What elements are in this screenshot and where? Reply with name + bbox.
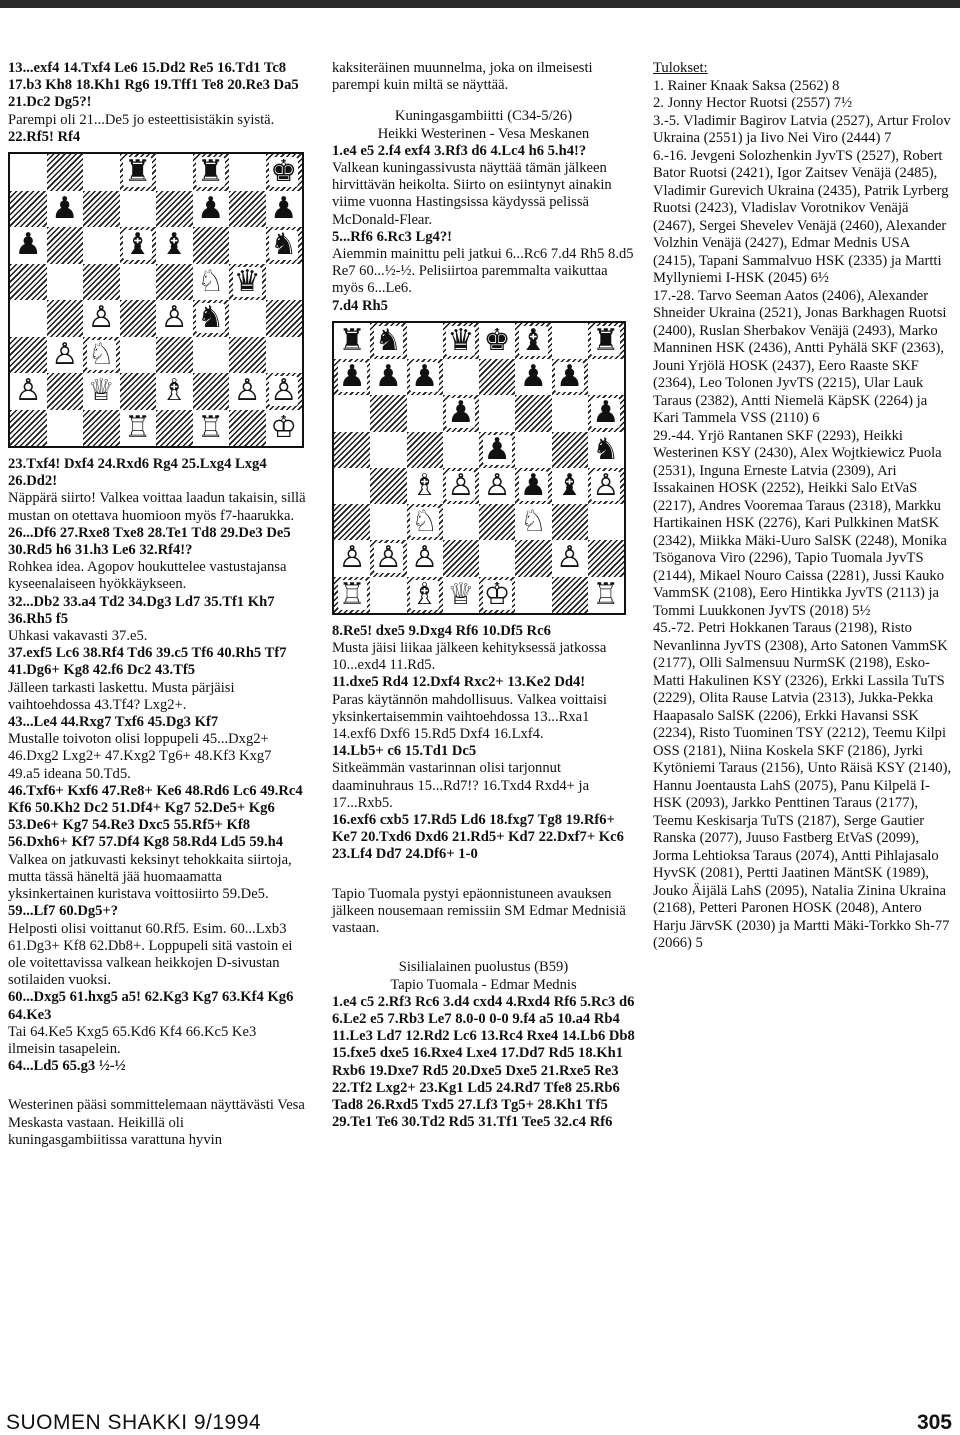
board-square (10, 264, 47, 301)
chess-piece-icon: ♖ (338, 576, 366, 612)
chess-piece-icon: ♛ (233, 263, 261, 299)
comment-text: Valkean kuningassivusta näyttää tämän jälkeen hirvittävän heikolta. Siirto on esiintynyt ainakin viime vuonna Hastingsissa käydyssä pelissä McDonald-Flear. (332, 160, 612, 228)
board-square (193, 227, 230, 264)
chess-piece-icon: ♙ (338, 540, 366, 576)
chess-piece-icon: ♖ (592, 576, 620, 612)
board-square (10, 191, 47, 228)
board-square (588, 504, 624, 540)
board-square (552, 504, 588, 540)
board-square (370, 359, 406, 395)
board-square (334, 504, 370, 540)
chess-piece-icon: ♙ (411, 540, 439, 576)
moves-text: 26...Df6 27.Rxe8 Txe8 28.Te1 Td8 29.De3 De5 30.Rd5 h6 31.h3 Le6 32.Rf4!? (8, 524, 291, 559)
comment-text: Uhkasi vakavasti 37.e5. (8, 628, 148, 645)
board-square (515, 323, 551, 359)
moves-text: 5...Rf6 6.Rc3 Lg4?! (332, 228, 452, 245)
board-square (370, 323, 406, 359)
board-square (193, 300, 230, 337)
intro-text: Tapio Tuomala pystyi epäonnistuneen avauksen jälkeen nousemaan remissiin SM Edmar Mednisiä vastaan. (332, 885, 626, 937)
moves-text: 8.Re5! dxe5 9.Dxg4 Rf6 10.Df5 Rc6 (332, 622, 551, 639)
board-square (47, 154, 84, 191)
chess-piece-icon: ♟ (14, 227, 42, 263)
board-square (47, 337, 84, 374)
moves-text: 16.exf6 cxb5 17.Rd5 Ld6 18.fxg7 Tg8 19.Rf6+ Ke7 20.Txd6 Dxd6 21.Rd5+ Kd7 22.Dxf7+ Kc6 23.Lf4 Dd7 24.Df6+ 1-0 (332, 812, 624, 863)
board-square (479, 504, 515, 540)
board-square (334, 323, 370, 359)
board-square (10, 373, 47, 410)
board-square (370, 395, 406, 431)
chess-piece-icon: ♜ (338, 322, 366, 358)
result-entry: 45.-72. Petri Hokkanen Taraus (2198), Risto Nevanlinna JyvTS (2308), Arto Satonen VammSK (2177), Olli Salmensuu NurmSK (2198), Esko-Matti Hakulinen KSY (2326), Erkki Lassila TuTS (2229), Olita Rause Latvia (2313), Jukka-Pekka Haapasalo SalSK (2206), Erkki Havansi SSK (2234), Risto Tuominen TSY (2212), Teemu Kilpi OSS (2181), Niina Koskela SKF (2186), Jyrki Kytöniemi Taraus (2156), Unto Räisä KSY (2140), Hannu Joentausta LahS (2075), Panu Kilpelä I-HSK (2093), Jarkko Penttinen Taraus (2177), Teemu Keskisarja TuTS (2187), Serge Gautier Ranska (2077), Juuso Fastberg EtVaS (2099), Jorma Lehtioksa Taraus (2074), Antti Pihlajasalo HyvSK (2081), Pertti Jaatinen MäntSK (1989), Jouko Äijälä LahS (2095), Natalia Zinina Ukraina (2168), Petteri Paronen HOSK (2048), Antero Harju JärvSK (2030) ja Martti Mäki-Torkko Sh-77 (2066) 5 (653, 620, 952, 951)
board-square (193, 373, 230, 410)
column-1 (8, 60, 306, 1149)
comment-text: Paras käytännön mahdollisuus. Valkea voittaisi yksinkertaisemmin vaihtoehdossa 13...Rxa1 14.exf6 Dxf6 15.Rd5 Dxf4 16.Lxf4. (332, 691, 607, 743)
chess-piece-icon: ♙ (270, 373, 298, 409)
board-square (443, 468, 479, 504)
board-square (229, 154, 266, 191)
board-square (515, 395, 551, 431)
board-square (156, 154, 193, 191)
board-square (266, 227, 303, 264)
board-square (370, 432, 406, 468)
moves-text: 32...Db2 33.a4 Td2 34.Dg3 Ld7 35.Tf1 Kh7 36.Rh5 f5 (8, 593, 275, 627)
chess-piece-icon: ♝ (519, 322, 547, 358)
board-square (443, 432, 479, 468)
chess-piece-icon: ♘ (87, 336, 115, 372)
comment-text: Tai 64.Ke5 Kxg5 65.Kd6 Kf4 66.Kc5 Ke3 ilmeisin tasapelein. (8, 1023, 257, 1057)
chess-piece-icon: ♝ (556, 467, 584, 503)
chess-piece-icon: ♙ (556, 540, 584, 576)
top-rule (0, 0, 960, 8)
board-square (552, 540, 588, 576)
chess-piece-icon: ♗ (160, 373, 188, 409)
chess-piece-icon: ♟ (592, 395, 620, 431)
board-square (120, 410, 157, 447)
chess-piece-icon: ♞ (374, 322, 402, 358)
board-square (83, 373, 120, 410)
board-square (266, 373, 303, 410)
board-square (229, 373, 266, 410)
chess-piece-icon: ♟ (519, 359, 547, 395)
chess-piece-icon: ♟ (197, 190, 225, 226)
chess-piece-icon: ♝ (160, 227, 188, 263)
board-square (156, 227, 193, 264)
board-square (552, 395, 588, 431)
chess-piece-icon: ♙ (233, 373, 261, 409)
board-square (334, 540, 370, 576)
board-square (588, 359, 624, 395)
moves-text: 64...Ld5 65.g3 ½-½ (8, 1058, 126, 1075)
board-square (10, 154, 47, 191)
chess-piece-icon: ♟ (374, 359, 402, 395)
board-square (588, 323, 624, 359)
chess-piece-icon: ♟ (556, 359, 584, 395)
board-square (407, 577, 443, 613)
board-square (443, 540, 479, 576)
chess-piece-icon: ♟ (51, 190, 79, 226)
board-square (229, 264, 266, 301)
chess-piece-icon: ♛ (447, 322, 475, 358)
board-square (266, 410, 303, 447)
board-square (47, 300, 84, 337)
board-square (370, 468, 406, 504)
board-square (83, 410, 120, 447)
moves-text: 14.Lb5+ c6 15.Td1 Dc5 (332, 743, 477, 760)
comment-text: Näppärä siirto! Valkea voittaa laadun takaisin, sillä mustan on otettava huomioon myös f7-haarukka. (8, 490, 306, 524)
board-square (552, 432, 588, 468)
magazine-title: SUOMEN SHAKKI 9/1994 (6, 1411, 262, 1434)
comment-text: Helposti olisi voittanut 60.Rf5. Esim. 60...Lxb3 61.Dg3+ Kf8 62.Db8+. Loppupeli sitä vastoin ei ole voitettavissa valkean heikkojen D-sivustan sotilaiden vuoksi. (8, 920, 293, 989)
chess-piece-icon: ♙ (160, 300, 188, 336)
board-square (193, 154, 230, 191)
chess-piece-icon: ♟ (338, 359, 366, 395)
moves-text: 11.dxe5 Rd4 12.Dxf4 Rxc2+ 13.Ke2 Dd4! (332, 674, 586, 691)
board-square (120, 373, 157, 410)
chess-piece-icon: ♘ (519, 504, 547, 540)
board-square (120, 191, 157, 228)
board-square (479, 359, 515, 395)
board-square (552, 359, 588, 395)
chess-piece-icon: ♟ (519, 467, 547, 503)
board-square (479, 577, 515, 613)
moves-text: 23.Txf4! Dxf4 24.Rxd6 Rg4 25.Lxg4 Lxg4 26.Dd2! (8, 456, 267, 490)
board-square (479, 395, 515, 431)
board-square (156, 373, 193, 410)
board-square (479, 540, 515, 576)
board-square (515, 577, 551, 613)
board-square (266, 337, 303, 374)
chess-piece-icon: ♙ (483, 467, 511, 503)
board-square (370, 540, 406, 576)
chess-piece-icon: ♖ (197, 409, 225, 445)
board-square (83, 154, 120, 191)
board-square (515, 432, 551, 468)
chess-piece-icon: ♙ (447, 467, 475, 503)
chess-piece-icon: ♙ (374, 540, 402, 576)
chess-piece-icon: ♚ (270, 154, 298, 190)
game-players: Tapio Tuomala - Edmar Mednis (390, 976, 577, 993)
moves-text: 1.e4 e5 2.f4 exf4 3.Rf3 d6 4.Lc4 h6 5.h4!? (332, 142, 587, 159)
chess-piece-icon: ♗ (411, 467, 439, 503)
result-entry: 1. Rainer Knaak Saksa (2562) 8 (653, 77, 840, 94)
board-square (10, 337, 47, 374)
board-square (407, 359, 443, 395)
chess-piece-icon: ♟ (270, 190, 298, 226)
board-square (120, 154, 157, 191)
chess-piece-icon: ♗ (411, 576, 439, 612)
moves-text: 7.d4 Rh5 (332, 297, 388, 314)
board-square (479, 468, 515, 504)
board-square (407, 395, 443, 431)
board-square (407, 468, 443, 504)
board-square (156, 337, 193, 374)
board-square (588, 395, 624, 431)
board-square (229, 191, 266, 228)
board-square (83, 337, 120, 374)
board-square (229, 337, 266, 374)
chess-piece-icon: ♟ (483, 431, 511, 467)
board-square (515, 359, 551, 395)
comment-text: kaksiteräinen muunnelma, joka on ilmeisesti parempi kuin miltä se näyttää. (332, 60, 593, 94)
board-square (47, 191, 84, 228)
board-square (193, 337, 230, 374)
board-square (334, 432, 370, 468)
board-square (443, 577, 479, 613)
board-square (156, 300, 193, 337)
chess-piece-icon: ♝ (124, 227, 152, 263)
chess-piece-icon: ♟ (447, 395, 475, 431)
page-number: 305 (916, 1411, 952, 1434)
board-square (193, 264, 230, 301)
chess-piece-icon: ♔ (270, 409, 298, 445)
comment-text: Sitkeämmän vastarinnan olisi tarjonnut daaminuhraus 15...Rd7!? 16.Txd4 Rxd4+ ja 17...Rxb5. (332, 760, 590, 811)
board-square (47, 373, 84, 410)
board-square (229, 227, 266, 264)
chess-diagram-1 (8, 152, 304, 448)
board-square (515, 540, 551, 576)
board-square (334, 577, 370, 613)
chess-piece-icon: ♘ (197, 263, 225, 299)
result-entry: 6.-16. Jevgeni Solozhenkin JyvTS (2527), Robert Bator Ruotsi (2421), Igor Zaitsev Venäjä (2485), Vladimir Gurevich Ukraina (2435), Patrik Lyrberg Ruotsi (2423), Vladislav Vorotnikov Venäjä (2467), Sergei Shevelev Venäjä (2460), Alexander Volzhin Venäjä (2427), Edmar Mednis USA (2415), Tapani Sammalvuo HSK (2335) ja Martti Myllyniemi I-HSK (2045) 6½ (653, 147, 949, 286)
chess-piece-icon: ♜ (197, 154, 225, 190)
board-square (83, 191, 120, 228)
comment-text: Parempi oli 21...De5 jo esteettisistäkin syistä. (8, 111, 275, 128)
board-square (156, 191, 193, 228)
column-2 (332, 60, 635, 1131)
chess-piece-icon: ♙ (51, 336, 79, 372)
moves-text: 43...Le4 44.Rxg7 Txf6 45.Dg3 Kf7 (8, 714, 219, 731)
chess-piece-icon: ♞ (270, 227, 298, 263)
board-square (552, 577, 588, 613)
comment-text: Musta jäisi liikaa jälkeen kehityksessä jatkossa 10...exd4 11.Rd5. (332, 640, 607, 674)
board-square (334, 395, 370, 431)
chess-piece-icon: ♜ (124, 154, 152, 190)
intro-text: Westerinen pääsi sommittelemaan näyttävästi Vesa Meskasta vastaan. Heikillä oli kuningasgambiitissa varattuna hyvin (8, 1097, 305, 1148)
chess-piece-icon: ♚ (483, 322, 511, 358)
moves-text: 13...exf4 14.Txf4 Le6 15.Dd2 Re5 16.Td1 Tc8 17.b3 Kh8 18.Kh1 Rg6 19.Tff1 Te8 20.Re3 Da5 21.Dc2 Dg5?! (8, 60, 299, 111)
board-square (552, 323, 588, 359)
chess-piece-icon: ♞ (197, 300, 225, 336)
board-square (120, 227, 157, 264)
board-square (515, 468, 551, 504)
chess-piece-icon: ♕ (87, 373, 115, 409)
board-square (193, 191, 230, 228)
board-square (266, 264, 303, 301)
comment-text: Mustalle toivoton olisi loppupeli 45...Dxg2+ 46.Dxg2 Lxg2+ 47.Kxg2 Tg6+ 48.Kf3 Kxg7 49.a5 ideana 50.Td5. (8, 731, 272, 782)
board-square (407, 540, 443, 576)
board-square (266, 154, 303, 191)
board-square (443, 323, 479, 359)
chess-piece-icon: ♙ (592, 467, 620, 503)
column-3-results (653, 60, 953, 953)
board-square (588, 540, 624, 576)
comment-text: Valkea on jatkuvasti keksinyt tehokkaita siirtoja, mutta tässä häneltä jää huomaamatta yksinkertainen kuristava voittosiirto 59.De5. (8, 851, 292, 903)
board-square (443, 504, 479, 540)
board-square (407, 323, 443, 359)
board-square (10, 410, 47, 447)
chess-piece-icon: ♔ (483, 576, 511, 612)
board-square (588, 432, 624, 468)
board-square (407, 504, 443, 540)
board-square (479, 432, 515, 468)
board-square (156, 410, 193, 447)
board-square (156, 264, 193, 301)
board-square (120, 337, 157, 374)
comment-text: Rohkea idea. Agopov houkuttelee vastustajansa kyseenalaiseen hyökkäykseen. (8, 559, 287, 593)
board-square (193, 410, 230, 447)
board-square (443, 359, 479, 395)
board-square (120, 264, 157, 301)
board-square (370, 504, 406, 540)
chess-piece-icon: ♙ (87, 300, 115, 336)
board-square (10, 300, 47, 337)
board-square (588, 577, 624, 613)
chess-piece-icon: ♙ (14, 373, 42, 409)
chess-piece-icon: ♕ (447, 576, 475, 612)
result-entry: 3.-5. Vladimir Bagirov Latvia (2527), Artur Frolov Ukraina (2551) ja Iivo Nei Viro (2444) 7 (653, 112, 951, 146)
chess-piece-icon: ♟ (411, 359, 439, 395)
moves-text: 59...Lf7 60.Dg5+? (8, 903, 119, 920)
board-square (370, 577, 406, 613)
game-players: Heikki Westerinen - Vesa Meskanen (377, 125, 590, 142)
moves-text: 1.e4 c5 2.Rf3 Rc6 3.d4 cxd4 4.Rxd4 Rf6 5.Rc3 d6 6.Le2 e5 7.Rb3 Le7 8.0-0 0-0 9.f4 a5 10.a4 Rb4 11.Le3 Ld7 12.Rd2 Lc6 13.Rc4 Rxe4 14.Lb6 Db8 15.fxe5 dxe5 16.Rxe4 Lxe4 17.Dd7 Rd5 18.Kh1 Rxb6 19.Dxe7 Rd5 20.Dxe5 Dxe5 21.Rxe5 Re3 22.Tf2 Lxg2+ 23.Kg1 Ld5 24.Rd7 Tfe8 25.Rb6 Tad8 26.Rxd5 Txd5 27.Lf3 Tg5+ 28.Kh1 Tf5 29.Te1 Te6 30.Td2 Rd5 31.Tf1 Tee5 32.c4 Rf6 (332, 993, 635, 1131)
board-square (552, 468, 588, 504)
board-square (229, 300, 266, 337)
comment-text: Aiemmin mainittu peli jatkui 6...Rc6 7.d4 Rh5 8.d5 Re7 60...½-½. Pelisiirtoa paremmalta vaikuttaa myös 6...Le6. (332, 246, 634, 297)
board-square (588, 468, 624, 504)
board-square (47, 264, 84, 301)
moves-text: 37.exf5 Lc6 38.Rf4 Td6 39.c5 Tf6 40.Rh5 Tf7 41.Dg6+ Kg8 42.f6 Dc2 43.Tf5 (8, 645, 287, 679)
results-heading: Tulokset: (653, 60, 708, 76)
moves-text: 46.Txf6+ Kxf6 47.Re8+ Ke6 48.Rd6 Lc6 49.Rc4 Kf6 50.Kh2 Dc2 51.Df4+ Kg7 52.De5+ Kg6 53.De6+ Kg7 54.Re3 Dxc5 55.Rf5+ Kf8 56.Dxh6+ Kf7 57.Df4 Kg8 58.Rd4 Ld5 59.h4 (8, 782, 303, 851)
board-square (334, 359, 370, 395)
board-square (83, 227, 120, 264)
board-square (47, 227, 84, 264)
board-square (83, 264, 120, 301)
board-square (266, 191, 303, 228)
board-square (83, 300, 120, 337)
moves-text: 60...Dxg5 61.hxg5 a5! 62.Kg3 Kg7 63.Kf4 Kg6 64.Ke3 (8, 989, 294, 1023)
board-square (515, 504, 551, 540)
board-square (47, 410, 84, 447)
result-entry: 29.-44. Yrjö Rantanen SKF (2293), Heikki Westerinen KSY (2430), Alex Wojtkiewicz Puola (2531), Inguna Erneste Latvia (2309), Ari Issakainen HOSK (2252), Heikki Salo EtVaS (2217), Andres Vooremaa Taraus (2318), Markku Hartikainen HSK (2276), Kari Pulkkinen MatSK (2342), Miikka Mäki-Uuro SalSK (2248), Monika Tsöganova Viro (2296), Tapio Tuomala JyvTS (2144), Mikael Nouro Caissa (2281), Jussi Kauko VammSK (2108), Eero Hintikka JyvTS (2113) ja Tommi Luukkonen JyvTS (2018) 5½ (653, 427, 947, 619)
board-square (479, 323, 515, 359)
chess-diagram-2 (332, 321, 626, 615)
board-square (334, 468, 370, 504)
board-square (443, 395, 479, 431)
board-square (266, 300, 303, 337)
chess-piece-icon: ♜ (592, 322, 620, 358)
board-square (120, 300, 157, 337)
game-opening: Kuningasgambiitti (C34-5/26) (394, 108, 573, 125)
comment-text: Jälleen tarkasti laskettu. Musta pärjäisi vaihtoehdossa 43.Tf4? Lxg2+. (8, 679, 235, 713)
game-opening: Sisilialainen puolustus (B59) (398, 959, 569, 976)
chess-piece-icon: ♘ (411, 504, 439, 540)
board-square (10, 227, 47, 264)
chess-piece-icon: ♖ (124, 409, 152, 445)
moves-text: 22.Rf5! Rf4 (8, 128, 81, 145)
board-square (407, 432, 443, 468)
chess-piece-icon: ♞ (592, 431, 620, 467)
board-square (229, 410, 266, 447)
result-entry: 17.-28. Tarvo Seeman Aatos (2406), Alexander Shneider Ukraina (2521), Jonas Barkhagen Ruotsi (2400), Ruslan Sherbakov Venäjä (2493), Marko Manninen HSK (2436), Antti Pyhälä SKF (2363), Jouni Yrjölä HOSK (2437), Eero Raaste SKF (2364), Leo Tolonen JyvTS (2215), Ular Lauk Taraus (2382), Antti Niemelä KäpSK (2264) ja Kari Tammela VSS (2110) 6 (653, 287, 947, 426)
result-entry: 2. Jonny Hector Ruotsi (2557) 7½ (653, 95, 853, 111)
